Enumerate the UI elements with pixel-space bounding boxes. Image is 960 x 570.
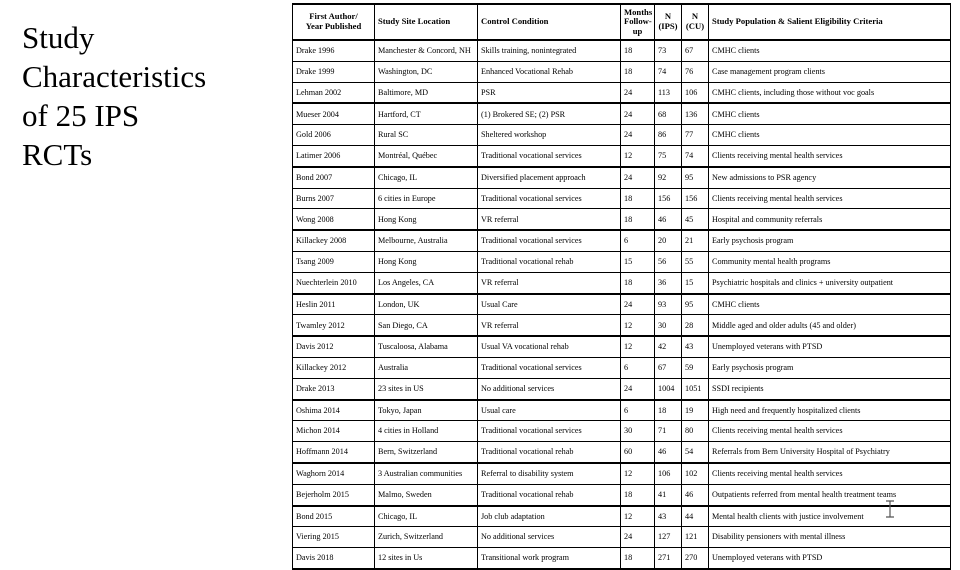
cell-population: Early psychosis program — [709, 357, 951, 378]
column-header-author — [293, 4, 375, 40]
column-header-n-cu-line2: (CU) — [685, 21, 705, 31]
cell-control: Usual VA vocational rehab — [478, 336, 621, 357]
cell-control: VR referral — [478, 272, 621, 293]
cell-n-cu: 106 — [682, 82, 709, 103]
cell-months: 24 — [621, 125, 655, 146]
cell-control: Traditional vocational services — [478, 188, 621, 209]
cell-n-ips: 20 — [655, 230, 682, 251]
cell-n-cu: 54 — [682, 442, 709, 463]
cell-months: 18 — [621, 548, 655, 569]
cell-n-cu: 28 — [682, 315, 709, 336]
table-row — [293, 82, 951, 103]
cell-months: 12 — [621, 315, 655, 336]
cell-author: Heslin 2011 — [293, 294, 375, 315]
cell-site: San Diego, CA — [375, 315, 478, 336]
cell-population: Unemployed veterans with PTSD — [709, 336, 951, 357]
cell-control: Diversified placement approach — [478, 167, 621, 188]
cell-author: Drake 2013 — [293, 378, 375, 399]
column-header-population: Study Population & Salient Eligibility Criteria — [709, 4, 951, 40]
cell-population: Community mental health programs — [709, 251, 951, 272]
column-header-months-line1: Months — [624, 6, 653, 17]
cell-population: Outpatients referred from mental health treatment teams — [709, 484, 951, 505]
cell-n-ips: 92 — [655, 167, 682, 188]
cell-population: Middle aged and older adults (45 and older) — [709, 315, 951, 336]
cell-site: 3 Australian communities — [375, 463, 478, 484]
column-header-author-line2: Year Published — [305, 21, 362, 31]
cell-population: Clients receiving mental health services — [709, 188, 951, 209]
column-header-author-line1: First Author/ — [309, 11, 358, 22]
cell-months: 24 — [621, 103, 655, 124]
cell-n-ips: 74 — [655, 61, 682, 82]
table-row — [293, 315, 951, 336]
cell-site: Chicago, IL — [375, 167, 478, 188]
cell-site: Baltimore, MD — [375, 82, 478, 103]
cell-site: Tokyo, Japan — [375, 400, 478, 421]
cell-months: 18 — [621, 209, 655, 230]
table-row — [293, 463, 951, 484]
cell-n-ips: 41 — [655, 484, 682, 505]
cell-control: Traditional vocational rehab — [478, 484, 621, 505]
cell-population: Early psychosis program — [709, 230, 951, 251]
table-row — [293, 527, 951, 548]
cell-n-cu: 270 — [682, 548, 709, 569]
cell-site: Hong Kong — [375, 209, 478, 230]
table-row — [293, 421, 951, 442]
cell-n-ips: 1004 — [655, 378, 682, 399]
cell-months: 18 — [621, 188, 655, 209]
cell-author: Lehman 2002 — [293, 82, 375, 103]
cell-site: 6 cities in Europe — [375, 188, 478, 209]
cell-control: Transitional work program — [478, 548, 621, 569]
cell-site: Zurich, Switzerland — [375, 527, 478, 548]
cell-population: Referrals from Bern University Hospital of Psychiatry — [709, 442, 951, 463]
cell-author: Bond 2015 — [293, 506, 375, 527]
column-header-site: Study Site Location — [375, 4, 478, 40]
cell-site: Manchester & Concord, NH — [375, 40, 478, 61]
cell-months: 24 — [621, 294, 655, 315]
cell-n-cu: 59 — [682, 357, 709, 378]
cell-population: Disability pensioners with mental illness — [709, 527, 951, 548]
cell-author: Killackey 2008 — [293, 230, 375, 251]
cell-n-cu: 67 — [682, 40, 709, 61]
cell-months: 6 — [621, 357, 655, 378]
cell-population: Psychiatric hospitals and clinics + university outpatient — [709, 272, 951, 293]
cell-site: Melbourne, Australia — [375, 230, 478, 251]
cell-site: 12 sites in Us — [375, 548, 478, 569]
cell-control: Sheltered workshop — [478, 125, 621, 146]
cell-n-cu: 55 — [682, 251, 709, 272]
cell-author: Mueser 2004 — [293, 103, 375, 124]
table-row — [293, 357, 951, 378]
cell-months: 6 — [621, 230, 655, 251]
cell-months: 12 — [621, 463, 655, 484]
cell-author: Oshima 2014 — [293, 400, 375, 421]
table-row — [293, 484, 951, 505]
page-title — [22, 18, 280, 174]
cell-n-cu: 1051 — [682, 378, 709, 399]
cell-months: 24 — [621, 378, 655, 399]
cell-author: Viering 2015 — [293, 527, 375, 548]
cell-months: 6 — [621, 400, 655, 421]
cell-n-ips: 271 — [655, 548, 682, 569]
cell-site: Tuscaloosa, Alabama — [375, 336, 478, 357]
cell-site: London, UK — [375, 294, 478, 315]
page-title-line-1: Study — [22, 20, 95, 55]
column-header-months-line2: Follow- — [624, 16, 652, 27]
cell-population: Hospital and community referrals — [709, 209, 951, 230]
cell-population: SSDI recipients — [709, 378, 951, 399]
cell-control: Traditional vocational rehab — [478, 251, 621, 272]
table-row — [293, 103, 951, 124]
cell-n-cu: 74 — [682, 145, 709, 166]
cell-months: 24 — [621, 527, 655, 548]
cell-n-cu: 77 — [682, 125, 709, 146]
cell-months: 12 — [621, 336, 655, 357]
cell-n-ips: 93 — [655, 294, 682, 315]
cell-control: Traditional vocational services — [478, 230, 621, 251]
cell-n-cu: 44 — [682, 506, 709, 527]
column-header-n-ips-line1: N — [664, 11, 672, 22]
table-row — [293, 230, 951, 251]
cell-n-cu: 46 — [682, 484, 709, 505]
cell-n-ips: 30 — [655, 315, 682, 336]
cell-control: Job club adaptation — [478, 506, 621, 527]
cell-control: Enhanced Vocational Rehab — [478, 61, 621, 82]
cell-n-ips: 156 — [655, 188, 682, 209]
cell-n-cu: 102 — [682, 463, 709, 484]
cell-control: VR referral — [478, 209, 621, 230]
cell-n-ips: 56 — [655, 251, 682, 272]
cell-months: 12 — [621, 506, 655, 527]
table-row — [293, 378, 951, 399]
cell-n-cu: 76 — [682, 61, 709, 82]
cell-n-ips: 73 — [655, 40, 682, 61]
cell-control: Skills training, nonintegrated — [478, 40, 621, 61]
cell-site: Montréal, Québec — [375, 145, 478, 166]
cell-n-ips: 18 — [655, 400, 682, 421]
cell-population: CMHC clients — [709, 125, 951, 146]
cell-population: Clients receiving mental health services — [709, 145, 951, 166]
table-row — [293, 400, 951, 421]
cell-n-cu: 19 — [682, 400, 709, 421]
cell-months: 18 — [621, 272, 655, 293]
cell-population: CMHC clients — [709, 40, 951, 61]
cell-population: Clients receiving mental health services — [709, 463, 951, 484]
cell-control: Traditional vocational rehab — [478, 442, 621, 463]
column-header-months — [621, 4, 655, 40]
study-characteristics-table-container — [292, 3, 950, 570]
cell-control: Referral to disability system — [478, 463, 621, 484]
cell-n-cu: 156 — [682, 188, 709, 209]
cell-n-ips: 75 — [655, 145, 682, 166]
cell-n-ips: 36 — [655, 272, 682, 293]
cell-months: 60 — [621, 442, 655, 463]
table-row — [293, 125, 951, 146]
cell-author: Davis 2012 — [293, 336, 375, 357]
cell-site: Chicago, IL — [375, 506, 478, 527]
cell-months: 24 — [621, 167, 655, 188]
column-header-n-ips — [655, 4, 682, 40]
cell-site: Malmo, Sweden — [375, 484, 478, 505]
column-header-months-line3: up — [632, 25, 643, 36]
cell-control: No additional services — [478, 378, 621, 399]
cell-author: Bejerholm 2015 — [293, 484, 375, 505]
cell-control: (1) Brokered SE; (2) PSR — [478, 103, 621, 124]
cell-population: Clients receiving mental health services — [709, 421, 951, 442]
cell-n-cu: 136 — [682, 103, 709, 124]
cell-author: Nuechterlein 2010 — [293, 272, 375, 293]
cell-author: Waghorn 2014 — [293, 463, 375, 484]
page-title-line-3: of 25 IPS — [22, 98, 140, 133]
cell-population: CMHC clients — [709, 103, 951, 124]
cell-author: Tsang 2009 — [293, 251, 375, 272]
column-header-n-cu — [682, 4, 709, 40]
cell-author: Drake 1996 — [293, 40, 375, 61]
table-row — [293, 145, 951, 166]
table-row — [293, 209, 951, 230]
table-row — [293, 188, 951, 209]
cell-site: Bern, Switzerland — [375, 442, 478, 463]
page-title-line-2: Characteristics — [22, 59, 207, 94]
table-row — [293, 167, 951, 188]
cell-author: Wong 2008 — [293, 209, 375, 230]
cell-n-cu: 15 — [682, 272, 709, 293]
cell-control: No additional services — [478, 527, 621, 548]
column-header-control: Control Condition — [478, 4, 621, 40]
cell-n-ips: 46 — [655, 442, 682, 463]
cell-population: Unemployed veterans with PTSD — [709, 548, 951, 569]
table-row — [293, 61, 951, 82]
cell-n-cu: 43 — [682, 336, 709, 357]
page-title-line-4: RCTs — [22, 137, 93, 172]
cell-site: 4 cities in Holland — [375, 421, 478, 442]
cell-n-ips: 68 — [655, 103, 682, 124]
cell-population: CMHC clients, including those without voc goals — [709, 82, 951, 103]
cell-months: 30 — [621, 421, 655, 442]
cell-n-cu: 95 — [682, 294, 709, 315]
cell-author: Drake 1999 — [293, 61, 375, 82]
cell-site: Hartford, CT — [375, 103, 478, 124]
cell-author: Killackey 2012 — [293, 357, 375, 378]
cell-control: VR referral — [478, 315, 621, 336]
cell-author: Burns 2007 — [293, 188, 375, 209]
table-row — [293, 294, 951, 315]
cell-author: Latimer 2006 — [293, 145, 375, 166]
cell-n-ips: 67 — [655, 357, 682, 378]
table-row — [293, 506, 951, 527]
cell-control: Usual care — [478, 400, 621, 421]
cell-author: Davis 2018 — [293, 548, 375, 569]
cell-n-ips: 86 — [655, 125, 682, 146]
cell-control: Usual Care — [478, 294, 621, 315]
cell-n-cu: 80 — [682, 421, 709, 442]
cell-months: 24 — [621, 82, 655, 103]
cell-author: Twamley 2012 — [293, 315, 375, 336]
table-row — [293, 40, 951, 61]
cell-n-ips: 42 — [655, 336, 682, 357]
cell-n-cu: 95 — [682, 167, 709, 188]
cell-site: Hong Kong — [375, 251, 478, 272]
cell-n-ips: 113 — [655, 82, 682, 103]
table-row — [293, 336, 951, 357]
cell-author: Michon 2014 — [293, 421, 375, 442]
column-header-n-ips-line2: (IPS) — [658, 21, 678, 31]
cell-months: 15 — [621, 251, 655, 272]
cell-n-ips: 43 — [655, 506, 682, 527]
cell-population: Mental health clients with justice involvement — [709, 506, 951, 527]
cell-n-cu: 45 — [682, 209, 709, 230]
cell-population: New admissions to PSR agency — [709, 167, 951, 188]
cell-site: Australia — [375, 357, 478, 378]
cell-site: 23 sites in US — [375, 378, 478, 399]
table-body — [293, 40, 951, 569]
cell-months: 12 — [621, 145, 655, 166]
table-row — [293, 272, 951, 293]
cell-control: Traditional vocational services — [478, 357, 621, 378]
cell-author: Bond 2007 — [293, 167, 375, 188]
table-header — [293, 4, 951, 40]
cell-site: Los Angeles, CA — [375, 272, 478, 293]
cell-author: Gold 2006 — [293, 125, 375, 146]
table-row — [293, 251, 951, 272]
study-characteristics-table — [292, 3, 951, 570]
cell-n-ips: 106 — [655, 463, 682, 484]
cell-n-ips: 127 — [655, 527, 682, 548]
table-row — [293, 442, 951, 463]
cell-n-ips: 46 — [655, 209, 682, 230]
cell-population: High need and frequently hospitalized clients — [709, 400, 951, 421]
cell-months: 18 — [621, 40, 655, 61]
cell-n-ips: 71 — [655, 421, 682, 442]
cell-population: Case management program clients — [709, 61, 951, 82]
cell-population: CMHC clients — [709, 294, 951, 315]
cell-months: 18 — [621, 61, 655, 82]
cell-site: Rural SC — [375, 125, 478, 146]
cell-control: PSR — [478, 82, 621, 103]
cell-n-cu: 21 — [682, 230, 709, 251]
table-header-row — [293, 4, 951, 40]
cell-site: Washington, DC — [375, 61, 478, 82]
table-row — [293, 548, 951, 569]
cell-control: Traditional vocational services — [478, 145, 621, 166]
cell-months: 18 — [621, 484, 655, 505]
cell-n-cu: 121 — [682, 527, 709, 548]
column-header-n-cu-line1: N — [691, 11, 699, 22]
cell-author: Hoffmann 2014 — [293, 442, 375, 463]
cell-control: Traditional vocational services — [478, 421, 621, 442]
